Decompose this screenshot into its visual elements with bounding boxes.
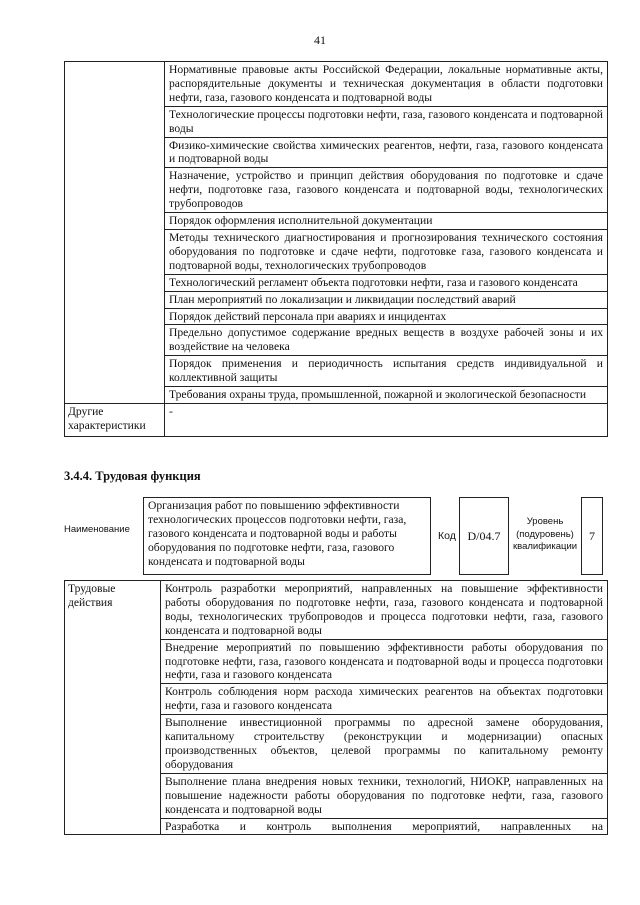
required-knowledge-table xyxy=(64,61,608,437)
function-code-label: Код xyxy=(438,530,456,542)
knowledge-item: Назначение, устройство и принцип действия оборудования по подготовке и сдаче нефти, подготовке газа, газового конденсата и подтоварной воды, технологических трубопроводов xyxy=(165,168,608,213)
knowledge-item: Порядок применения и периодичность испытания средств индивидуальной и коллективной защиты xyxy=(165,356,608,387)
other-characteristics-value: - xyxy=(165,403,608,436)
knowledge-item: Порядок оформления исполнительной документации xyxy=(165,213,608,230)
knowledge-item: Технологические процессы подготовки нефти, газа, газового конденсата и подтоварной воды xyxy=(165,106,608,137)
qualification-level: 7 xyxy=(581,497,603,575)
knowledge-item: Порядок действий персонала при авариях и инцидентах xyxy=(165,308,608,325)
table-row xyxy=(65,581,608,640)
other-characteristics-label: Другие характеристики xyxy=(65,403,165,436)
function-name: Организация работ по повышению эффективности технологических процессов подготовки нефти, газа, газового конденсата и подтоварной воды и работы оборудования по подготовке нефти, газа, газового конденсата и подтоварной воды xyxy=(143,497,431,575)
section-title: 3.4.4. Трудовая функция xyxy=(64,469,201,483)
labor-action-item: Контроль соблюдения норм расхода химических реагентов на объектах подготовки нефти, газа и газового конденсата xyxy=(161,684,608,715)
knowledge-item: Методы технического диагностирования и прогнозирования технического состояния оборудования по подготовке и сдаче нефти, подготовке газа, газового конденсата и подтоварной воды, технологических трубопроводов xyxy=(165,229,608,274)
labor-action-item: Внедрение мероприятий по повышению эффективности работы оборудования по подготовке нефти, газа, газового конденсата и подтоварной воды и процесса подготовки нефти, газа и газового конденсата xyxy=(161,639,608,684)
knowledge-item: Предельно допустимое содержание вредных веществ в воздухе рабочей зоны и их воздействие на человека xyxy=(165,325,608,356)
knowledge-item: План мероприятий по локализации и ликвидации последствий аварий xyxy=(165,291,608,308)
page-number: 41 xyxy=(314,33,326,47)
table-row xyxy=(65,62,608,107)
labor-action-item: Выполнение инвестиционной программы по адресной замене оборудования, капитальному строительству (реконструкции и модернизации) опасных производственных объектов, целевой программы по капитальному ремонту оборудования xyxy=(161,715,608,774)
function-name-label: Наименование xyxy=(64,524,130,535)
labor-action-item: Разработка и контроль выполнения мероприятий, направленных на xyxy=(161,818,608,835)
labor-action-item: Контроль разработки мероприятий, направленных на повышение эффективности работы оборудования по подготовке нефти, газа, газового конденсата и подтоварной воды, технологических трубопроводов и процесса подготовки нефти, газа, газового конденсата и подтоварной воды xyxy=(161,581,608,640)
labor-actions-label: Трудовые действия xyxy=(65,581,161,835)
qualification-level-label: Уровень (подуровень) квалификации xyxy=(513,516,578,552)
table-row xyxy=(65,403,608,436)
knowledge-item: Технологический регламент объекта подготовки нефти, газа и газового конденсата xyxy=(165,274,608,291)
labor-actions-table xyxy=(64,580,608,835)
knowledge-item: Физико-химические свойства химических реагентов, нефти, газа, газового конденсата и подтоварной воды xyxy=(165,137,608,168)
function-code: D/04.7 xyxy=(459,497,509,575)
labor-action-item: Выполнение плана внедрения новых техники, технологий, НИОКР, направленных на повышение надежности работы оборудования по подготовке нефти, газа, газового конденсата и подтоварной воды xyxy=(161,773,608,818)
knowledge-item: Требования охраны труда, промышленной, пожарной и экологической безопасности xyxy=(165,387,608,404)
row-label xyxy=(65,62,165,404)
knowledge-item: Нормативные правовые акты Российской Федерации, локальные нормативные акты, распорядительные документы и техническая документация в области подготовки нефти, газа, газового конденсата и подтоварной воды xyxy=(165,62,608,107)
